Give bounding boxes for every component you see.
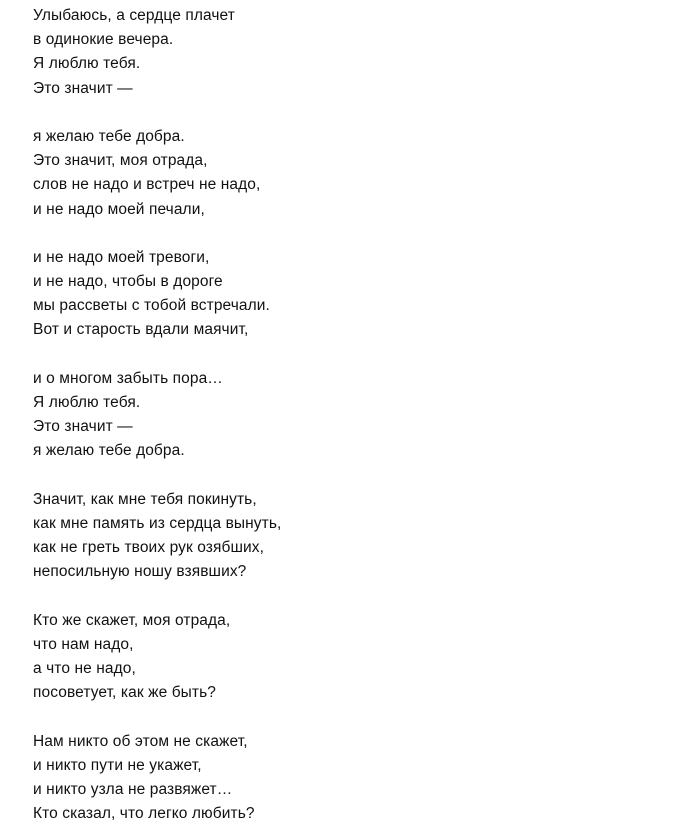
poem-line: Улыбаюсь, а сердце плачет xyxy=(33,7,235,24)
poem-line: я желаю тебе добра. xyxy=(33,127,185,145)
poem-line: в одинокие вечера. xyxy=(33,31,174,49)
poem-line: Кто же скажет, моя отрада, xyxy=(33,611,231,629)
poem-line: Это значит, моя отрада, xyxy=(33,152,208,170)
poem-line: я желаю тебе добра. xyxy=(33,442,185,460)
poem-text xyxy=(33,4,281,826)
stanza-4 xyxy=(33,367,281,464)
poem-line: непосильную ношу взявших? xyxy=(33,563,247,581)
poem-line: Вот и старость вдали маячит, xyxy=(33,321,249,339)
poem-line: что нам надо, xyxy=(33,635,134,653)
poem-line: и никто узла не развяжет… xyxy=(33,781,233,798)
poem-line: как не греть твоих рук озябших, xyxy=(33,539,265,557)
stanza-5 xyxy=(33,488,281,585)
poem-line: Значит, как мне тебя покинуть, xyxy=(33,490,257,508)
poem-line: и никто пути не укажет, xyxy=(33,756,202,774)
poem-line: слов не надо и встреч не надо, xyxy=(33,176,261,194)
poem-line: и не надо моей печали, xyxy=(33,200,205,218)
poem-line: Кто сказал, что легко любить? xyxy=(33,805,255,823)
poem-line: Я люблю тебя. xyxy=(33,394,141,411)
poem-line: Нам никто об этом не скажет, xyxy=(33,732,248,750)
poem-line: как мне память из сердца вынуть, xyxy=(33,514,282,532)
poem-line: и о многом забыть пора… xyxy=(33,369,223,387)
poem-line: и не надо, чтобы в дороге xyxy=(33,273,223,291)
stanza-2 xyxy=(33,125,281,222)
stanza-3 xyxy=(33,246,281,343)
poem-line: Я люблю тебя. xyxy=(33,55,141,73)
stanza-6 xyxy=(33,609,281,706)
poem-line: Это значит — xyxy=(33,79,133,97)
poem-line: и не надо моей тревоги, xyxy=(33,248,210,266)
poem-line: а что не надо, xyxy=(33,660,136,678)
poem-line: мы рассветы с тобой встречали. xyxy=(33,297,270,315)
stanza-7 xyxy=(33,730,281,827)
poem-line: посоветует, как же быть? xyxy=(33,684,217,702)
poem-line: Это значит — xyxy=(33,418,133,436)
stanza-1 xyxy=(33,4,281,101)
